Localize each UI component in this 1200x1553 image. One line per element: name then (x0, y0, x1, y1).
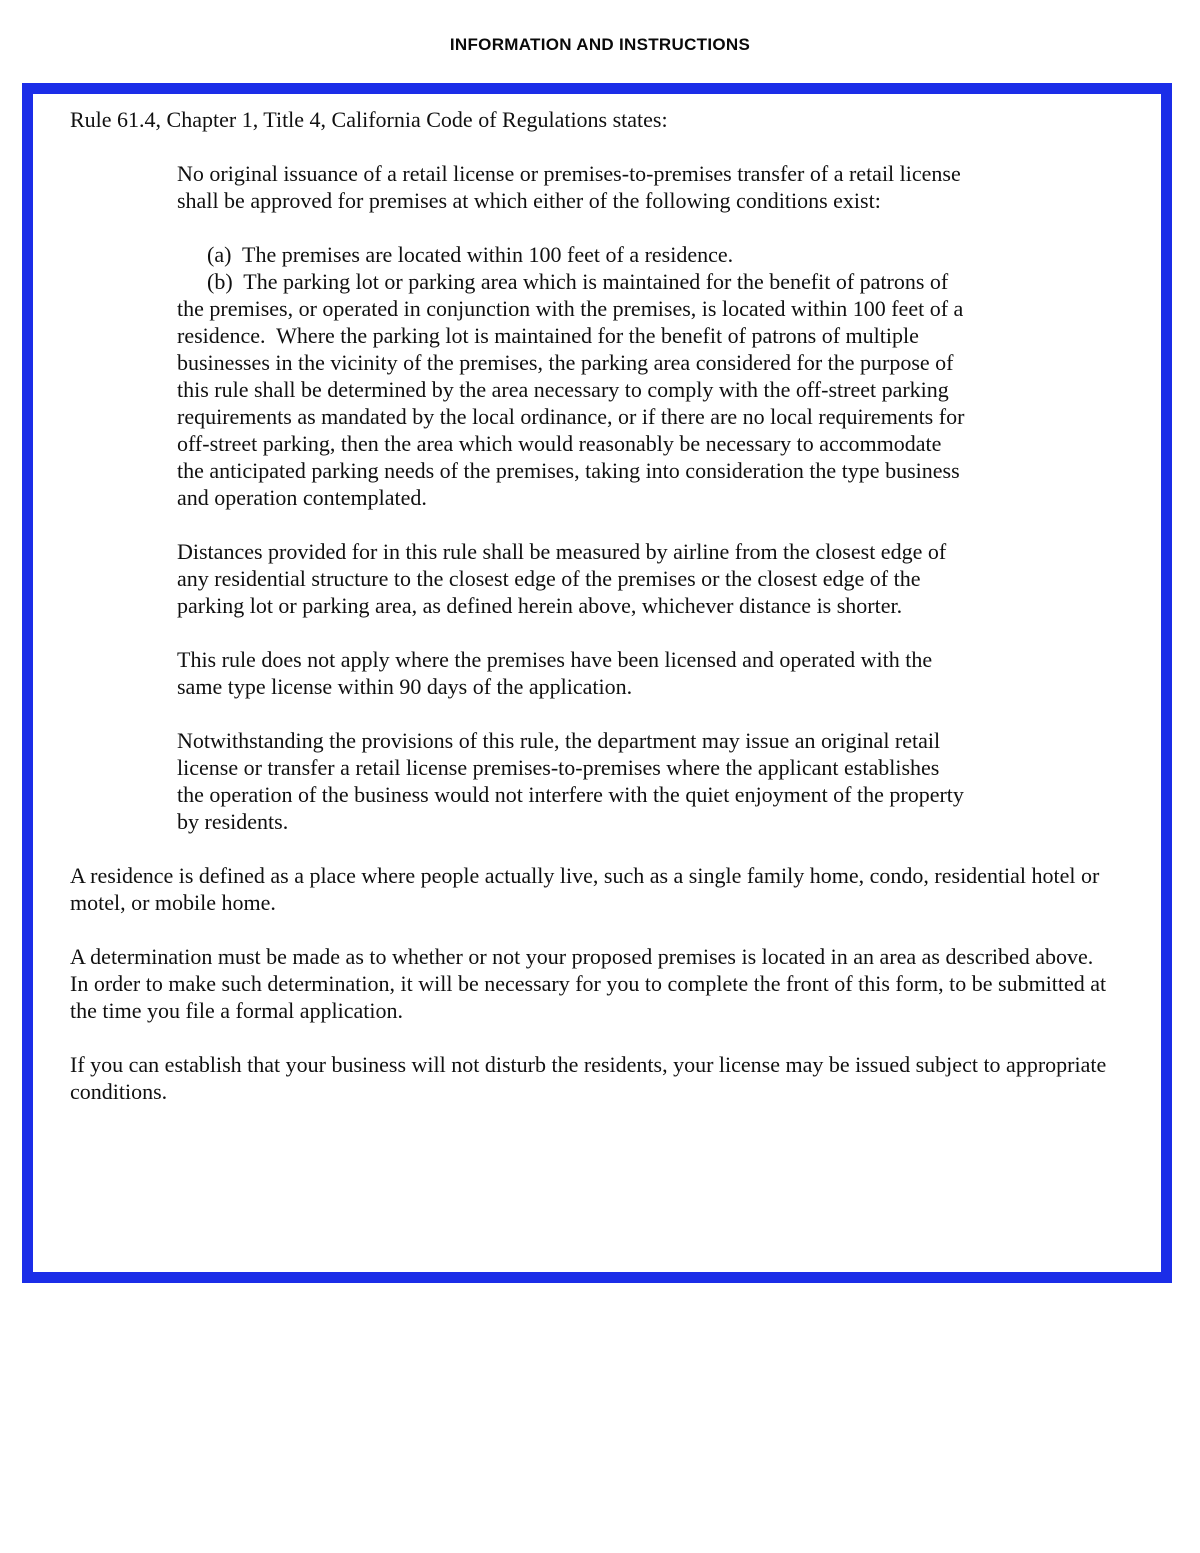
rule-notice-box (22, 83, 1172, 1283)
page-title: INFORMATION AND INSTRUCTIONS (449, 35, 751, 54)
rule-quote-block (177, 160, 969, 835)
paragraph-residence-definition: A residence is defined as a place where people actually live, such as a single family home, condo, residential hotel or motel, or mobile home. (70, 863, 1105, 915)
paragraph-determination: A determination must be made as to whether or not your proposed premises is located in an area as described above. In order to make such determination, it will be necessary for you to complete the front of this form, to be submitted at the time you file a formal application. (70, 944, 1112, 1023)
rule-paragraph-no-original-issuance: No original issuance of a retail license or premises-to-premises transfer of a retail license shall be approved for premises at which either of the following conditions exist: (177, 161, 967, 213)
paragraph-establish-business: If you can establish that your business will not disturb the residents, your license may be issued subject to appropriate conditions. (70, 1052, 1112, 1104)
rule-item-a: (a) The premises are located within 100 feet of a residence. (207, 242, 734, 267)
rule-citation-intro: Rule 61.4, Chapter 1, Title 4, California Code of Regulations states: (70, 107, 668, 132)
rule-item-b: (b) The parking lot or parking area which is maintained for the benefit of patrons of the premises, or operated in conjunction with the premises, is located within 100 feet of a residence. Where the parking lot is maintained for the benefit of patrons of multiple businesses in the vicinity of the premises, the parking area considered for the purpose of this rule shall be determined by the area necessary to comply with the off-street parking requirements as mandated by the local ordinance, or if there are no local requirements for off-street parking, then the area which would reasonably be necessary to accommodate the anticipated parking needs of the premises, taking into consideration the type business and operation contemplated. (177, 269, 970, 510)
rule-paragraph-notwithstanding: Notwithstanding the provisions of this rule, the department may issue an original retail license or transfer a retail license premises-to-premises where the applicant establishes the operation of the business would not interfere with the quiet enjoyment of the property by residents. (177, 728, 970, 834)
rule-paragraph-distances: Distances provided for in this rule shall be measured by airline from the closest edge of any residential structure to the closest edge of the premises or the closest edge of the parking lot or parking area, as defined herein above, whichever distance is shorter. (177, 539, 952, 618)
rule-paragraph-does-not-apply: This rule does not apply where the premises have been licensed and operated with the same type license within 90 days of the application. (177, 647, 938, 699)
